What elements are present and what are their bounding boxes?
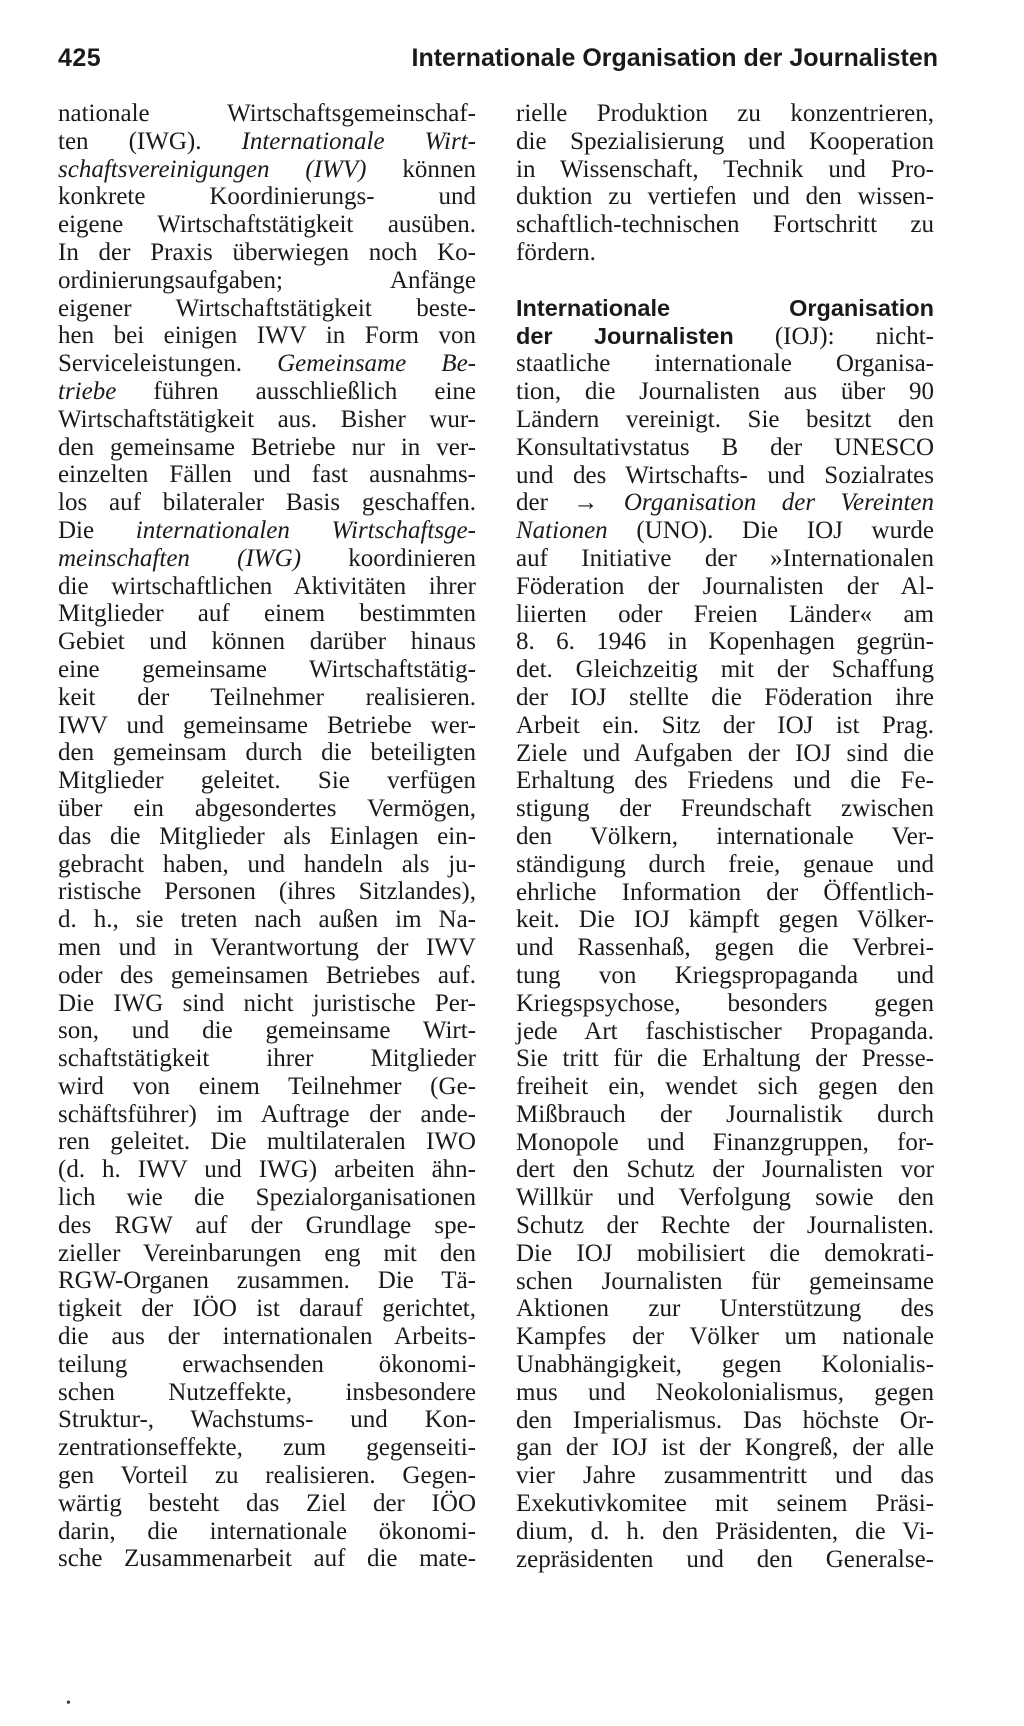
text-line (516, 767, 934, 795)
body-text: der IOJ stellte die Föderation ihre (516, 683, 934, 711)
body-text: gan der IOJ ist der Kongreß, der alle (516, 1434, 934, 1462)
body-text: können (366, 155, 476, 183)
body-text: den gemeinsam durch die beteiligten (58, 739, 476, 767)
body-text: oder des gemeinsamen Betriebes auf. (58, 961, 476, 989)
body-text: zieller Vereinbarungen eng mit den (58, 1239, 476, 1267)
text-line (58, 712, 476, 740)
body-text: Arbeit ein. Sitz der IOJ ist Prag. (516, 711, 934, 739)
text-line (58, 406, 476, 434)
body-text: Monopole und Finanzgruppen, for- (516, 1128, 934, 1156)
body-text: fördern. (516, 238, 596, 266)
text-line (58, 434, 476, 462)
body-text: die aus der internationalen Arbeits- (58, 1323, 476, 1351)
text-line (516, 851, 934, 879)
body-text: Sie tritt für die Erhaltung der Presse- (516, 1045, 934, 1073)
body-text: rielle Produktion zu konzentrieren, (516, 100, 934, 127)
text-line (516, 934, 934, 962)
text-line (516, 156, 934, 184)
text-line (58, 1490, 476, 1518)
body-text: liierten oder Freien Länder« am (516, 600, 934, 628)
body-text: Kampfes der Völker um nationale (516, 1323, 934, 1351)
text-line (516, 712, 934, 740)
italic-term: Gemeinsame Be- (277, 350, 476, 378)
body-text: RGW-Organen zusammen. Die Tä- (58, 1267, 476, 1295)
text-line (58, 906, 476, 934)
italic-term: Internationale Wirt- (241, 127, 477, 155)
body-text: zentrationseffekte, zum gegenseiti- (58, 1434, 476, 1462)
text-line (516, 656, 934, 684)
body-text: d. h., sie treten nach außen im Na- (58, 906, 476, 934)
text-line (58, 1184, 476, 1212)
page-number: 425 (58, 44, 102, 72)
body-text: Ziele und Aufgaben der IOJ sind die (516, 739, 934, 767)
text-line (516, 1434, 934, 1462)
body-text: (UNO). Die IOJ wurde (607, 517, 934, 545)
text-line (58, 1212, 476, 1240)
text-line (516, 1018, 934, 1046)
text-line (58, 517, 476, 545)
body-text: und des Wirtschafts- und Sozialrates (516, 461, 934, 489)
body-text: eigene Wirtschaftstätigkeit ausüben. (58, 211, 476, 239)
text-line (58, 1267, 476, 1295)
body-text: Föderation der Journalisten der Al- (516, 572, 934, 600)
text-line (516, 1212, 934, 1240)
body-text: konkrete Koordinierungs- und (58, 183, 476, 211)
body-text: dium, d. h. den Präsidenten, die Vi- (516, 1517, 934, 1545)
text-line (58, 628, 476, 656)
text-line (58, 1462, 476, 1490)
body-text: eine gemeinsame Wirtschaftstätig- (58, 655, 476, 683)
body-text: und Rassenhaß, gegen die Verbrei- (516, 934, 934, 962)
text-line (516, 906, 934, 934)
entry-heading: Internationale Organisation (516, 294, 934, 321)
body-text: Gebiet und können darüber hinaus (58, 628, 476, 656)
body-text: det. Gleichzeitig mit der Schaffung (516, 656, 934, 684)
body-text: des RGW auf der Grundlage spe- (58, 1211, 476, 1239)
body-text: Die IWG sind nicht juristische Per- (58, 989, 476, 1017)
body-text: koordinieren (301, 544, 476, 572)
body-text: Willkür und Verfolgung sowie den (516, 1184, 934, 1212)
text-line (58, 990, 476, 1018)
text-line (58, 267, 476, 295)
text-line (516, 1323, 934, 1351)
body-text: Mitglieder auf einem bestimmten (58, 600, 476, 628)
text-line (516, 962, 934, 990)
body-text: gebracht haben, und handeln als ju- (58, 850, 476, 878)
body-text: men und in Verantwortung der IWV (58, 933, 476, 961)
text-line (58, 684, 476, 712)
body-text: auf Initiative der »Internationalen (516, 544, 934, 572)
text-line (58, 1545, 476, 1573)
body-text: in Wissenschaft, Technik und Pro- (516, 155, 934, 183)
text-line (58, 1240, 476, 1268)
text-line (58, 573, 476, 601)
body-text: teilung erwachsenden ökonomi- (58, 1350, 476, 1378)
text-line (516, 489, 934, 517)
body-text: führen ausschließlich eine (116, 377, 476, 405)
body-text: Struktur-, Wachstums- und Kon- (58, 1406, 476, 1434)
left-column (58, 100, 476, 1573)
body-text: den Imperialismus. Das höchste Or- (516, 1406, 934, 1434)
text-line (516, 990, 934, 1018)
text-line (516, 350, 934, 378)
right-column (516, 100, 934, 1573)
body-text: zepräsidenten und den Generalse- (516, 1545, 934, 1573)
text-line (516, 1295, 934, 1323)
body-text: tigkeit der IÖO ist darauf gerichtet, (58, 1295, 476, 1323)
body-text: keit der Teilnehmer realisieren. (58, 683, 476, 711)
text-line (516, 573, 934, 601)
body-text: ordinierungsaufgaben; Anfänge (58, 266, 476, 294)
body-text: schäftsführer) im Auftrage der ande- (58, 1100, 476, 1128)
text-line (58, 656, 476, 684)
running-head: Internationale Organisation der Journalisten (411, 44, 938, 72)
text-line (516, 378, 934, 406)
text-line (58, 878, 476, 906)
text-line (58, 378, 476, 406)
text-line (58, 962, 476, 990)
body-text: keit. Die IOJ kämpft gegen Völker- (516, 906, 934, 934)
body-text: mus und Neokolonialismus, gegen (516, 1378, 934, 1406)
text-line (58, 1073, 476, 1101)
text-line (516, 1518, 934, 1546)
text-line (58, 1101, 476, 1129)
italic-term: Nationen (516, 517, 608, 545)
text-line (516, 823, 934, 851)
text-line (516, 295, 934, 323)
body-text: der → (516, 489, 624, 517)
text-line (58, 545, 476, 573)
body-text: ehrliche Information der Öffentlich- (516, 878, 934, 906)
body-text: Erhaltung des Friedens und die Fe- (516, 767, 934, 795)
body-text: einzelten Fällen und fast ausnahms- (58, 461, 476, 489)
text-line (58, 211, 476, 239)
body-text: wärtig besteht das Ziel der IÖO (58, 1489, 476, 1517)
text-line (58, 1045, 476, 1073)
italic-term: triebe (58, 377, 117, 405)
text-line (516, 1407, 934, 1435)
italic-term: Organisation der Vereinten (623, 489, 934, 517)
text-line (516, 1268, 934, 1296)
body-text: staatliche internationale Organisa- (516, 350, 934, 378)
text-line (516, 239, 934, 267)
text-line (516, 183, 934, 211)
body-text: schen Journalisten für gemeinsame (516, 1267, 934, 1295)
body-text: die Spezialisierung und Kooperation (516, 127, 934, 155)
text-line (516, 434, 934, 462)
text-line (58, 1434, 476, 1462)
body-text: tion, die Journalisten aus über 90 (516, 378, 934, 406)
body-text: Aktionen zur Unterstützung des (516, 1295, 934, 1323)
text-line (58, 1128, 476, 1156)
text-line (58, 1156, 476, 1184)
body-text: schaftlich-technischen Fortschritt zu (516, 211, 934, 239)
text-line (58, 795, 476, 823)
body-text: den Völkern, internationale Ver- (516, 822, 934, 850)
body-text: Exekutivkomitee mit seinem Präsi- (516, 1490, 934, 1518)
text-line (58, 295, 476, 323)
text-line (516, 1351, 934, 1379)
text-line (516, 1379, 934, 1407)
body-text: 8. 6. 1946 in Kopenhagen gegrün- (516, 628, 934, 656)
text-line (58, 322, 476, 350)
body-text: tung von Kriegspropaganda und (516, 961, 934, 989)
text-line (516, 1546, 934, 1574)
body-text: vier Jahre zusammentritt und das (516, 1462, 934, 1490)
text-line (58, 489, 476, 517)
text-line (58, 767, 476, 795)
body-text: die wirtschaftlichen Aktivitäten ihrer (58, 572, 476, 600)
text-line (516, 1156, 934, 1184)
text-line (516, 1129, 934, 1157)
text-line (516, 1045, 934, 1073)
body-text: Serviceleistungen. (58, 350, 278, 378)
body-text: ristische Personen (ihres Sitzlandes), (58, 878, 476, 906)
body-text: Wirtschaftstätigkeit aus. Bisher wur- (58, 405, 476, 433)
body-text: ten (IWG). (58, 127, 242, 155)
italic-term: internationalen Wirtschaftsge- (135, 516, 476, 544)
text-line (516, 462, 934, 490)
body-text: den gemeinsame Betriebe nur in ver- (58, 433, 476, 461)
body-text: nationale Wirtschaftsgemeinschaf- (58, 100, 476, 127)
body-text: Konsultativstatus B der UNESCO (516, 433, 934, 461)
text-line (516, 517, 934, 545)
body-text: stigung der Freundschaft zwischen (516, 795, 934, 823)
body-text: freiheit ein, wendet sich gegen den (516, 1073, 934, 1101)
body-text: ren geleitet. Die multilateralen IWO (58, 1128, 476, 1156)
text-line (58, 128, 476, 156)
body-text: jede Art faschistischer Propaganda. (516, 1017, 934, 1045)
body-text: los auf bilateraler Basis geschaffen. (58, 489, 476, 517)
body-text: lich wie die Spezialorganisationen (58, 1184, 476, 1212)
text-line (58, 1323, 476, 1351)
text-line (516, 211, 934, 239)
body-text: Mißbrauch der Journalistik durch (516, 1100, 934, 1128)
body-text: Die (58, 516, 136, 544)
body-text: dert den Schutz der Journalisten vor (516, 1156, 934, 1184)
text-line (58, 823, 476, 851)
text-line (58, 1351, 476, 1379)
text-line (516, 1073, 934, 1101)
text-line (516, 879, 934, 907)
text-line (58, 934, 476, 962)
body-text: Schutz der Rechte der Journalisten. (516, 1212, 934, 1240)
text-line (58, 739, 476, 767)
text-line (516, 100, 934, 128)
paragraph-gap (516, 267, 934, 295)
body-text: ständigung durch freie, genaue und (516, 850, 934, 878)
text-line (58, 350, 476, 378)
body-text: Unabhängigkeit, gegen Kolonialis- (516, 1351, 934, 1379)
text-line (516, 406, 934, 434)
body-text: eigener Wirtschaftstätigkeit beste- (58, 294, 476, 322)
text-line (516, 1240, 934, 1268)
page-header (58, 44, 938, 78)
text-line (516, 1490, 934, 1518)
text-line (58, 1406, 476, 1434)
text-line (58, 239, 476, 267)
text-line (516, 601, 934, 629)
text-line (516, 128, 934, 156)
body-text: schaftstätigkeit ihrer Mitglieder (58, 1045, 476, 1073)
body-text: das die Mitglieder als Einlagen ein- (58, 822, 476, 850)
body-text: schen Nutzeffekte, insbesondere (58, 1378, 476, 1406)
text-line (58, 1017, 476, 1045)
text-line (58, 100, 476, 128)
text-line (516, 684, 934, 712)
footer-mark: • (66, 1696, 71, 1711)
text-line (516, 628, 934, 656)
text-line (58, 851, 476, 879)
body-text: duktion zu vertiefen und den wissen- (516, 183, 934, 211)
body-text: Die IOJ mobilisiert die demokrati- (516, 1239, 934, 1267)
body-text: In der Praxis überwiegen noch Ko- (58, 238, 476, 266)
text-line (516, 1184, 934, 1212)
body-text: Mitglieder geleitet. Sie verfügen (58, 767, 476, 795)
text-line (58, 1295, 476, 1323)
body-text: Kriegspsychose, besonders gegen (516, 989, 934, 1017)
entry-heading: der Journalisten (516, 322, 734, 349)
body-text: gen Vorteil zu realisieren. Gegen- (58, 1462, 476, 1490)
body-text: über ein abgesondertes Vermögen, (58, 794, 476, 822)
body-text: son, und die gemeinsame Wirt- (58, 1017, 476, 1045)
text-line (516, 795, 934, 823)
text-line (516, 545, 934, 573)
text-line (516, 1101, 934, 1129)
italic-term: schaftsvereinigungen (IWV) (58, 155, 367, 183)
text-line (58, 461, 476, 489)
body-text: (d. h. IWV und IWG) arbeiten ähn- (58, 1156, 476, 1184)
body-text: sche Zusammenarbeit auf die mate- (58, 1545, 476, 1573)
text-line (58, 1518, 476, 1546)
body-text: wird von einem Teilnehmer (Ge- (58, 1072, 476, 1100)
text-line (516, 323, 934, 351)
text-line (58, 600, 476, 628)
text-line (58, 156, 476, 184)
body-text: darin, die internationale ökonomi- (58, 1517, 476, 1545)
italic-term: meinschaften (IWG) (58, 544, 302, 572)
text-line (516, 1462, 934, 1490)
text-line (58, 1379, 476, 1407)
text-line (516, 740, 934, 768)
body-text: IWV und gemeinsame Betriebe wer- (58, 711, 476, 739)
text-line (58, 183, 476, 211)
body-text: Ländern vereinigt. Sie besitzt den (516, 405, 934, 433)
body-text: hen bei einigen IWV in Form von (58, 322, 476, 350)
body-text: (IOJ): nicht- (733, 322, 934, 350)
